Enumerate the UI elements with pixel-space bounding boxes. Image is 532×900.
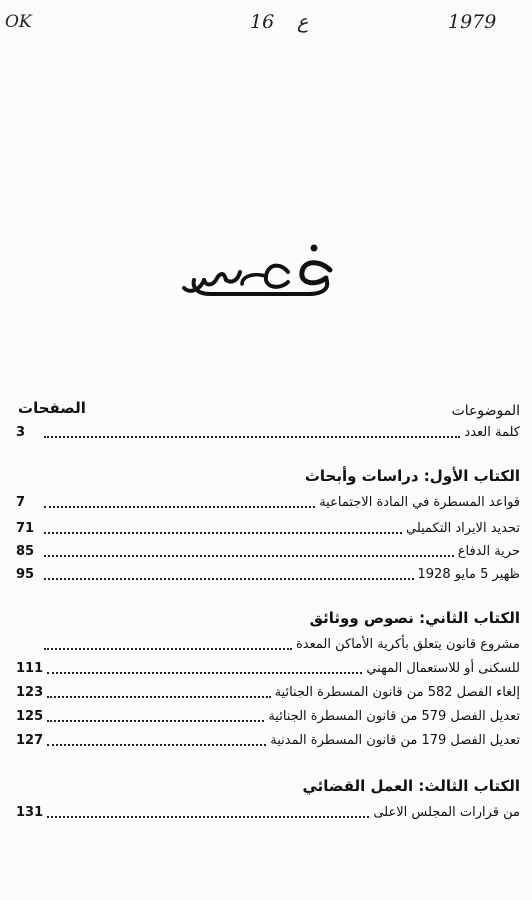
toc-entry-page: 71 bbox=[16, 521, 35, 536]
toc-entry-text: قواعد المسطرة في المادة الاجتماعية bbox=[319, 495, 520, 510]
toc-row bbox=[16, 804, 520, 822]
column-header-topics: الموضوعات bbox=[451, 403, 520, 419]
handwritten-ok-note: OK bbox=[5, 12, 32, 32]
toc-entry-text: ظهير 5 مايو 1928 bbox=[417, 567, 520, 582]
dot-leader bbox=[44, 435, 460, 438]
toc-entry-text: تعديل الفصل 179 من قانون المسطرة المدنية bbox=[270, 733, 520, 748]
toc-entry-page: 3 bbox=[16, 425, 26, 440]
toc-entry-page: 127 bbox=[16, 733, 44, 748]
toc-row bbox=[16, 520, 520, 538]
toc-row bbox=[16, 660, 520, 678]
toc-row-intro bbox=[16, 424, 520, 442]
column-header-pages: الصفحات bbox=[18, 399, 86, 417]
toc-entry-text: تحديد الايراد التكميلي bbox=[405, 521, 520, 536]
title-calligraphy-art bbox=[180, 232, 340, 312]
toc-entry-page: 131 bbox=[16, 805, 44, 820]
toc-entry-text: من قرارات المجلس الاعلى bbox=[373, 805, 520, 820]
toc-entry-text: كلمة العدد bbox=[464, 425, 520, 440]
toc-entry-text: تعديل الفصل 579 من قانون المسطرة الجنائية bbox=[268, 709, 520, 724]
dot-leader bbox=[47, 671, 362, 674]
toc-row bbox=[16, 543, 520, 561]
toc-row bbox=[16, 684, 520, 702]
section-heading-texts: الكتاب الثاني: نصوص ووثائق bbox=[309, 609, 520, 627]
toc-row bbox=[16, 732, 520, 750]
dot-leader bbox=[47, 719, 264, 722]
toc-entry-page: 125 bbox=[16, 709, 44, 724]
toc-entry-page: 123 bbox=[16, 685, 44, 700]
toc-entry-text: مشروع قانون يتعلق بأكرية الأماكن المعدة bbox=[295, 637, 520, 652]
toc-row bbox=[16, 566, 520, 584]
dot-leader bbox=[44, 505, 315, 508]
section-heading-studies: الكتاب الأول: دراسات وأبحاث bbox=[304, 467, 520, 485]
toc-row bbox=[16, 708, 520, 726]
dot-leader bbox=[47, 815, 369, 818]
handwritten-page-marker: 16 bbox=[250, 11, 275, 33]
dot-leader bbox=[44, 554, 454, 557]
handwritten-year: 1979 bbox=[448, 11, 497, 33]
dot-leader bbox=[44, 647, 292, 650]
toc-row bbox=[16, 494, 520, 512]
dot-leader bbox=[44, 577, 414, 580]
toc-entry-page: 111 bbox=[16, 661, 44, 676]
toc-entry-text: إلغاء الفصل 582 من قانون المسطرة الجنائية bbox=[274, 685, 520, 700]
handwritten-issue-marker: ع bbox=[297, 11, 309, 33]
index-title-calligraphy bbox=[180, 232, 340, 312]
dot-leader bbox=[44, 531, 402, 534]
dot-leader bbox=[47, 695, 270, 698]
toc-row bbox=[16, 636, 520, 654]
toc-entry-page: 85 bbox=[16, 544, 35, 559]
toc-entry-text: حرية الدفاع bbox=[457, 544, 520, 559]
toc-entry-page: 7 bbox=[16, 495, 26, 510]
toc-entry-page: 95 bbox=[16, 567, 35, 582]
toc-entry-text: للسكنى أو للاستعمال المهني bbox=[366, 661, 520, 676]
section-heading-judicial: الكتاب الثالث: العمل القضائي bbox=[302, 777, 520, 795]
dot-leader bbox=[47, 743, 266, 746]
